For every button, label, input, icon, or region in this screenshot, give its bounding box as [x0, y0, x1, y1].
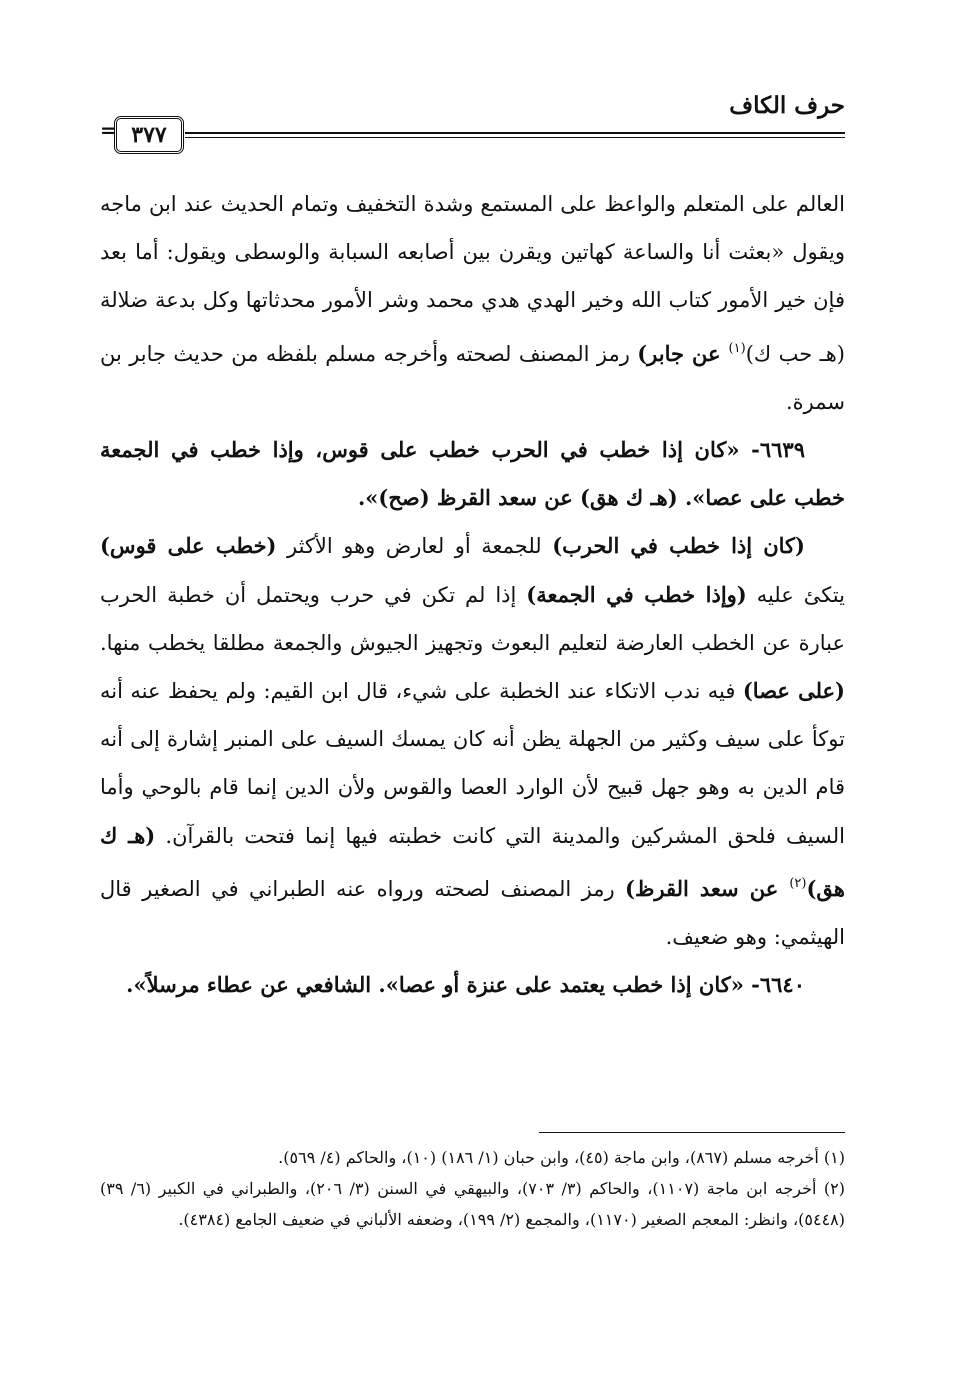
book-page [100, 88, 845, 1328]
main-text [100, 180, 845, 1009]
text-segment: رمز المصنف لصحته ورواه عنه الطبراني في الصغير قال الهيثمي: وهو ضعيف. [100, 876, 845, 950]
header-rule [185, 132, 845, 142]
page-number: ٣٧٧ [131, 122, 167, 148]
text-segment: للجمعة أو لعارض وهو الأكثر [276, 534, 553, 559]
footnote-item: (٢) أخرجه ابن ماجة (١١٠٧)، والحاكم (٣/ ٧٠٣)، والبيهقي في السنن (٣/ ٢٠٦)، والطبراني في الكبير (٦/ ٣٩) (٥٤٤٨)، وانظر: المعجم الصغير (١١٧٠)، والمجمع (٢/ ١٩٩)، وضعفه الألباني في ضعيف الجامع (٤٣٨٤). [100, 1179, 845, 1229]
bold-text: ٦٦٣٩- «كان إذا خطب في الحرب خطب على قوس، وإذا خطب في الجمعة خطب على عصا». (هـ ك هق) عن سعد القرظ (صح)». [100, 437, 845, 511]
bold-text: (وإذا خطب في الجمعة) [526, 581, 747, 607]
text-segment: فيه ندب الاتكاء عند الخطبة على شيء، قال ابن القيم: ولم يحفظ عنه أنه توكأ على سيف وكثير من الجهلة يظن أنه كان يمسك السيف على المنبر إشارة إلى أنه قام الدين به وهو جهل قبيح لأن الوارد العصا والقوس ولأن الدين إنما قام بالوحي وأما السيف فلحق المشركين والمدينة التي كانت خطبته فيها إنما فتحت بالقرآن. [100, 679, 845, 848]
bold-text: عن سعد القرظ) [625, 875, 790, 901]
footnote-reference: (١) [728, 340, 746, 356]
text-segment: رمز المصنف لصحته وأخرجه مسلم بلفظه من حديث جابر بن سمرة. [100, 341, 845, 414]
paragraph [100, 522, 845, 961]
bold-text: عن جابر) [637, 340, 729, 366]
footnote-reference: (٢) [789, 875, 807, 891]
footnote-separator [539, 1132, 845, 1133]
text-segment: يتكئ عليه [746, 582, 845, 607]
header-side-mark: = [100, 118, 117, 142]
paragraph [100, 180, 845, 426]
text-segment: (هـ حب ك) [745, 341, 845, 366]
header-rule-thick [185, 132, 845, 134]
bold-text: (كان إذا خطب في الحرب) [552, 533, 805, 559]
page-number-badge [114, 116, 184, 154]
page-header [100, 88, 845, 158]
footnote-item: (١) أخرجه مسلم (٨٦٧)، وابن ماجة (٤٥)، وابن حبان (١/ ١٨٦) (١٠)، والحاكم (٤/ ٥٦٩). [278, 1148, 845, 1167]
footnotes [100, 1142, 845, 1235]
paragraph [100, 426, 845, 522]
text-segment: العالم على المتعلم والواعظ على المستمع وشدة التخفيف وتمام الحديث عند ابن ماجه ويقول «بعثت أنا والساعة كهاتين ويقرن بين أصابعه السبابة والوسطى ويقول: أما بعد فإن خير الأمور كتاب الله وخير الهدي هدي محمد وشر الأمور محدثاتها وكل بدعة ضلالة [100, 192, 845, 313]
text-segment: إذا لم تكن في حرب ويحتمل أن خطبة الحرب عبارة عن الخطب العارضة لتعليم البعوث وتجهيز الجيوش والجمعة مطلقا يخطب منها. [100, 582, 845, 655]
bold-text: (خطب على قوس) [100, 533, 277, 559]
chapter-title: حرف الكاف [729, 92, 845, 119]
bold-text: ٦٦٤٠- «كان إذا خطب يعتمد على عنزة أو عصا». الشافعي عن عطاء مرسلاً». [126, 972, 805, 998]
bold-text: (هـ ك هق) [100, 822, 845, 901]
paragraph [100, 961, 845, 1009]
header-rule-thin [185, 137, 845, 138]
bold-text: (على عصا) [742, 678, 845, 704]
